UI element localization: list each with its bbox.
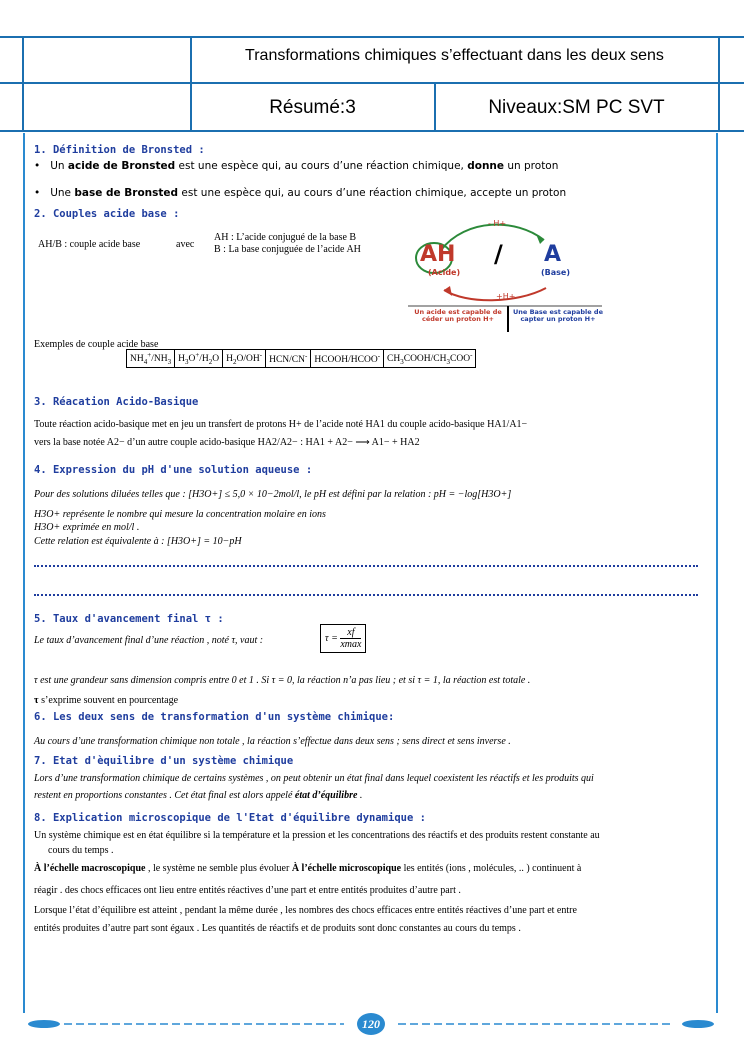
ph-explanation-2: H3O+ exprimée en mol/l .	[34, 522, 140, 533]
tau-formula: τ = $\frac{xf}{xmax}$	[320, 624, 366, 653]
tau-denominator: xmax	[340, 639, 362, 650]
reaction-line-1: Toute réaction acido-basique met en jeu un transfert de protons H+ de l’acide noté HA1 du couple acido-basique HA1/A1−	[34, 419, 528, 430]
dotted-separator-1	[34, 565, 698, 567]
bronsted-base-definition: • Une base de Bronsted est une espèce qui, au cours d’une réaction chimique, accepte un proton	[34, 187, 567, 199]
avec-label: avec	[176, 239, 195, 250]
micro-para-1a: Un système chimique est en état équilibre si la température et la pression et les concentrations des réactifs et des produits restent constante au	[34, 830, 600, 841]
document-title: Transformations chimiques s’effectuant dans les deux sens	[245, 47, 664, 64]
plus-h-label: +H+	[496, 292, 516, 301]
micro-para-4: Lorsque l’état d’équilibre est atteint , pendant la même durée , les nombres des chocs efficaces entre entités réactives d’une part et entre	[34, 905, 577, 916]
couple-definition: AH/B : couple acide base	[38, 239, 141, 250]
niveaux-label: Niveaux:SM PC SVT	[488, 97, 665, 118]
micro-para-2: À l’échelle macroscopique , le système ne semble plus évoluer À l’échelle microscopique les entités (ions , molécules, .. ) continuent à	[34, 863, 582, 874]
ah-description: AH : L’acide conjugué de la base B	[214, 232, 357, 243]
a-symbol: A	[544, 242, 562, 267]
example-cell: $H_2O/OH^-$	[223, 350, 266, 368]
examples-table-wrap	[126, 349, 476, 368]
section-8-title: 8. Explication microscopique de l'Etat d'équilibre dynamique :	[34, 812, 426, 824]
section-5-title: 5. Taux d'avancement final τ :	[34, 613, 224, 625]
micro-para-5: entités produites d’autre part sont égaux . Les quantités de réactifs et de produits sont donc constantes au cours du temps .	[34, 923, 521, 934]
ph-explanation-1: H3O+ représente le nombre qui mesure la concentration molaire en ions	[34, 509, 326, 520]
micro-para-3: réagir . des chocs efficaces ont lieu entre entités réactives d’une part et entre entités produites d’autre part .	[34, 885, 461, 896]
example-cell: $H_3O^+/H_2O$	[175, 350, 223, 368]
two-directions-text: Au cours d’une transformation chimique non totale , la réaction s’effectue dans deux sens ; sens direct et sens inverse .	[34, 736, 511, 747]
slash-symbol: /	[494, 240, 503, 268]
section-3-title: 3. Réacation Acido-Basique	[34, 396, 199, 408]
section-2-title: 2. Couples acide base :	[34, 208, 180, 220]
section-1-title: 1. Définition de Bronsted :	[34, 144, 205, 156]
reverse-arrow	[444, 288, 546, 300]
equilibrium-line-2: restent en proportions constantes . Cet état final est alors appelé état d’équilibre .	[34, 790, 363, 801]
ph-equivalence: Cette relation est équivalente à : [H3O+] = 10−pH	[34, 536, 242, 547]
resume-label: Résumé:3	[269, 97, 356, 118]
forward-arrow	[441, 225, 544, 250]
base-label: (Base)	[541, 268, 570, 277]
dotted-separator-2	[34, 594, 698, 596]
example-cell: HCN/CN-	[266, 350, 311, 368]
micro-para-1b: cours du temps .	[48, 845, 114, 856]
page-number: 120	[362, 1017, 380, 1031]
tau-range: τ est une grandeur sans dimension compris entre 0 et 1 . Si τ = 0, la réaction n’a pas lieu ; et si τ = 1, la réaction est totale .	[34, 675, 531, 686]
equilibrium-line-1: Lors d’une transformation chimique de certains systèmes , on peut obtenir un état final dans lequel coexistent les réactifs et les produits qui	[34, 773, 594, 784]
bronsted-acid-definition: • Un acide de Bronsted est une espèce qui, au cours d’une réaction chimique, donne un proton	[34, 160, 559, 172]
frame-left	[23, 133, 25, 1013]
acid-base-diagram	[406, 210, 606, 340]
tau-definition: Le taux d’avancement final d’une réaction , noté τ, vaut :	[34, 635, 264, 646]
ph-definition: Pour des solutions diluées telles que : [H3O+] ≤ 5,0 × 10−2mol/l, le pH est défini par la relation : pH = −log[H3O+]	[34, 489, 512, 500]
section-7-title: 7. Etat d'èquilibre d'un système chimique	[34, 755, 294, 767]
example-cell: HCOOH/HCOO-	[311, 350, 384, 368]
section-4-title: 4. Expression du pH d'une solution aqueuse :	[34, 464, 313, 476]
section-6-title: 6. Les deux sens de transformation d'un système chimique:	[34, 711, 395, 723]
reaction-line-2: vers la base notée A2− d’un autre couple acido-basique HA2/A2− : HA1 + A2− ⟶ A1− + HA2	[34, 437, 420, 448]
frame-right	[716, 133, 718, 1013]
base-note: Une Base est capable de capter un proton H+	[513, 308, 603, 323]
example-cell: $CH_3COOH/CH_3COO^-$	[384, 350, 476, 368]
ah-symbol: AH	[420, 242, 456, 267]
acide-label: (Acide)	[428, 268, 461, 277]
minus-h-label: - H+	[488, 219, 507, 228]
examples-table	[126, 349, 476, 368]
example-cell: $NH_4^+/NH_3$	[127, 350, 175, 368]
acid-note: Un acide est capable de céder un proton H+	[414, 308, 502, 323]
footer	[24, 1010, 718, 1040]
b-description: B : La base conjuguée de l’acide AH	[214, 244, 361, 255]
examples-label: Exemples de couple acide base	[34, 339, 159, 350]
tau-numerator: xf	[340, 627, 361, 639]
tau-percentage: τ s’exprime souvent en pourcentage	[34, 695, 179, 706]
